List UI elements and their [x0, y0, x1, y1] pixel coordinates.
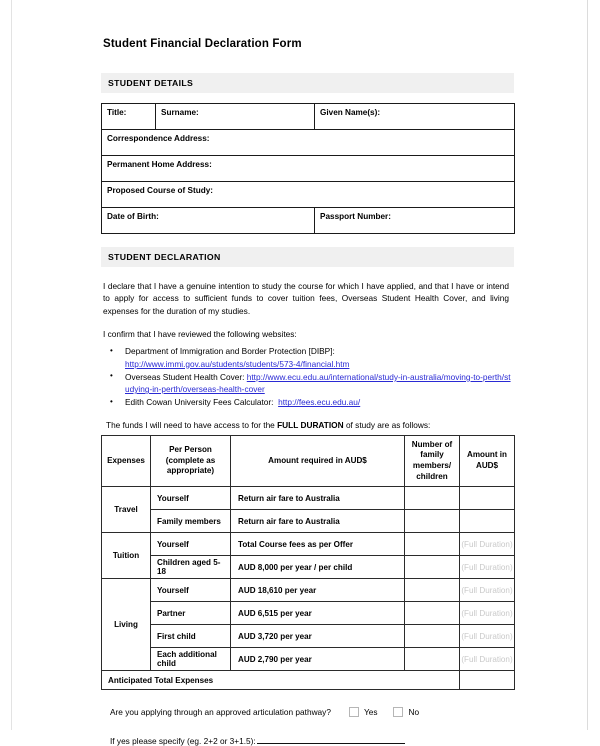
cell-family-count[interactable]	[405, 625, 460, 648]
column-header-family-members	[405, 435, 460, 487]
table-row-total	[102, 671, 515, 690]
expenses-table-header-row	[102, 435, 515, 487]
cell-amount-required: AUD 3,720 per year	[231, 625, 405, 648]
field-title[interactable]: Title:	[102, 104, 156, 130]
articulation-question-label: Are you applying through an approved articulation pathway?	[110, 707, 331, 718]
per-person-line-1: Per Person	[169, 444, 212, 454]
cell-amount-required: AUD 18,610 per year	[231, 579, 405, 602]
cell-amount-input[interactable]: (Full Duration)	[460, 533, 515, 556]
table-row	[102, 579, 515, 602]
link-label-fees-calculator: Edith Cowan University Fees Calculator:	[125, 397, 274, 408]
student-details-table	[101, 103, 515, 234]
column-header-amount-aud	[460, 435, 515, 487]
cell-per-person: Yourself	[151, 487, 231, 510]
table-row	[102, 182, 515, 208]
table-row	[102, 510, 515, 533]
section-header-student-details: STUDENT DETAILS	[101, 73, 514, 93]
column-header-per-person	[151, 435, 231, 487]
cell-amount-required: Total Course fees as per Offer	[231, 533, 405, 556]
cell-amount-required: Return air fare to Australia	[231, 510, 405, 533]
specify-input[interactable]	[257, 735, 405, 744]
table-row	[102, 625, 515, 648]
cell-per-person: Yourself	[151, 579, 231, 602]
field-passport-number[interactable]: Passport Number:	[315, 208, 515, 234]
checkbox-yes[interactable]	[349, 707, 359, 717]
link-url-oshc[interactable]: http://www.ecu.edu.au/international/study-in-australia/moving-to-perth/studying-in-perth/overseas-health-cover	[125, 371, 511, 395]
cell-amount-input[interactable]: (Full Duration)	[460, 579, 515, 602]
list-item	[103, 396, 514, 408]
cell-per-person: Yourself	[151, 533, 231, 556]
checkbox-no-label: No	[408, 707, 420, 718]
cell-amount-input[interactable]	[460, 510, 515, 533]
cell-family-count[interactable]	[405, 602, 460, 625]
list-item	[103, 345, 514, 370]
link-url-fees-calculator[interactable]: http://fees.ecu.edu.au/	[278, 397, 361, 408]
cell-per-person: Family members	[151, 510, 231, 533]
list-item	[103, 371, 514, 396]
field-permanent-home-address[interactable]: Permanent Home Address:	[102, 156, 515, 182]
articulation-pathway-row	[110, 707, 514, 717]
table-row	[102, 533, 515, 556]
cell-amount-input[interactable]	[460, 487, 515, 510]
cell-family-count[interactable]	[405, 648, 460, 671]
field-surname[interactable]: Surname:	[156, 104, 315, 130]
anticipated-total-value[interactable]	[460, 671, 515, 690]
cell-per-person: Each additional child	[151, 648, 231, 671]
field-correspondence-address[interactable]: Correspondence Address:	[102, 130, 515, 156]
checkbox-yes-label: Yes	[363, 707, 378, 718]
family-line-1: Number of	[411, 439, 453, 449]
anticipated-total-label: Anticipated Total Expenses	[102, 671, 460, 690]
funds-line-before: The funds I will need to have access to for the	[106, 419, 278, 430]
amount-line-1: Amount in	[466, 450, 507, 460]
cell-family-count[interactable]	[405, 487, 460, 510]
group-label-living: Living	[102, 579, 151, 671]
table-row	[102, 556, 515, 579]
page-title: Student Financial Declaration Form	[103, 38, 302, 50]
cell-amount-required: Return air fare to Australia	[231, 487, 405, 510]
expenses-table	[101, 435, 515, 691]
reviewed-websites-list	[103, 345, 514, 408]
cell-amount-input[interactable]: (Full Duration)	[460, 602, 515, 625]
document-content	[101, 38, 514, 746]
table-row	[102, 208, 515, 234]
cell-family-count[interactable]	[405, 533, 460, 556]
field-given-names[interactable]: Given Name(s):	[315, 104, 515, 130]
cell-amount-input[interactable]: (Full Duration)	[460, 556, 515, 579]
funds-line-after: of study are as follows:	[343, 419, 431, 430]
link-url-dibp[interactable]: http://www.immi.gov.au/students/students/573-4/financial.htm	[125, 358, 350, 369]
cell-family-count[interactable]	[405, 510, 460, 533]
field-date-of-birth[interactable]: Date of Birth:	[102, 208, 315, 234]
cell-amount-input[interactable]: (Full Duration)	[460, 648, 515, 671]
declaration-paragraph: I declare that I have a genuine intention to study the course for which I have applied, and that I have or intend to apply for access to sufficient funds to cover tuition fees, Overseas Student Health Cover, and living expenses for the duration of my studies.	[103, 281, 509, 316]
cell-amount-required: AUD 8,000 per year / per child	[231, 556, 405, 579]
page-sheet	[11, 0, 588, 746]
cell-amount-input[interactable]: (Full Duration)	[460, 625, 515, 648]
checkbox-no[interactable]	[393, 707, 403, 717]
table-row	[102, 156, 515, 182]
funds-duration-line	[106, 420, 514, 430]
specify-pathway-row	[110, 735, 514, 746]
funds-line-emphasis: FULL DURATION	[277, 419, 344, 430]
cell-amount-required: AUD 6,515 per year	[231, 602, 405, 625]
table-row	[102, 648, 515, 671]
cell-per-person: First child	[151, 625, 231, 648]
group-label-travel: Travel	[102, 487, 151, 533]
cell-per-person: Partner	[151, 602, 231, 625]
cell-family-count[interactable]	[405, 556, 460, 579]
link-label-dibp: Department of Immigration and Border Protection [DIBP]:	[125, 346, 335, 357]
cell-per-person: Children aged 5-18	[151, 556, 231, 579]
group-label-tuition: Tuition	[102, 533, 151, 579]
section-header-student-declaration: STUDENT DECLARATION	[101, 247, 514, 267]
link-label-oshc: Overseas Student Health Cover:	[125, 371, 245, 382]
table-row	[102, 487, 515, 510]
table-row	[102, 104, 515, 130]
cell-amount-required: AUD 2,790 per year	[231, 648, 405, 671]
table-row	[102, 130, 515, 156]
family-line-3: members/	[412, 460, 452, 470]
per-person-line-2: (complete as	[165, 455, 216, 465]
field-proposed-course[interactable]: Proposed Course of Study:	[102, 182, 515, 208]
family-line-2: family	[420, 450, 444, 460]
column-header-expenses: Expenses	[102, 435, 151, 487]
table-row	[102, 602, 515, 625]
declaration-confirm-intro: I confirm that I have reviewed the following websites:	[103, 329, 297, 340]
per-person-line-3: appropriate)	[166, 466, 215, 476]
amount-line-2: AUD$	[475, 460, 499, 470]
family-line-4: children	[416, 471, 448, 481]
cell-family-count[interactable]	[405, 579, 460, 602]
column-header-amount-required: Amount required in AUD$	[231, 435, 405, 487]
specify-label: If yes please specify (eg. 2+2 or 3+1.5):	[110, 736, 256, 746]
